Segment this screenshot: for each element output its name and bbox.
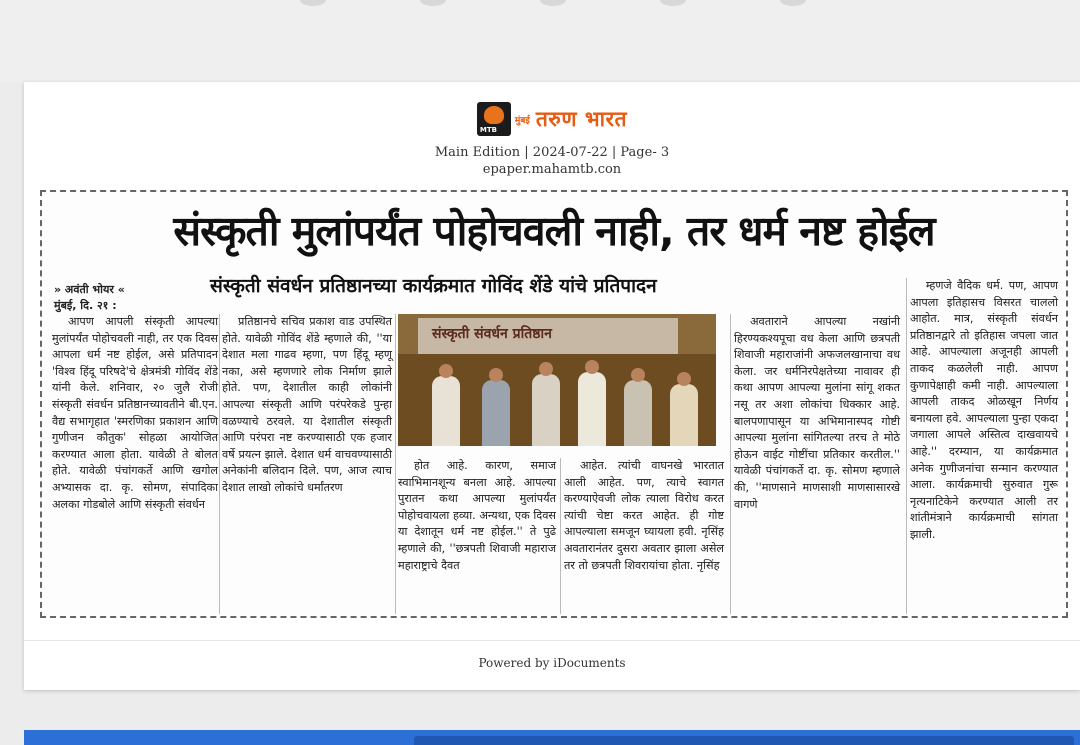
photo-banner-text: संस्कृती संवर्धन प्रतिष्ठान — [432, 326, 552, 342]
column-rule — [560, 458, 561, 614]
edition-info: Main Edition | 2024-07-22 | Page- 3 — [434, 145, 670, 160]
article-column-6: म्हणजे वैदिक धर्म. पण, आपण आपला इतिहासच विसरत चाललो आहोत. मात्र, संस्कृती संवर्धन प्रतिष्ठानद्वारे तो इतिहास जपला जात आहे. आपल्याला अजूनही आपली ताकद कळलेली नाही. आपण कुणापेक्षाही कमी नाही. आपल्याला आपली ताकद ओळखून निर्णय बनायला हवे. आपल्याला पुन्हा एकदा जगाला आपले अस्तित्व दाखवायचे आहे.'' दरम्यान, या कार्यक्रमात अनेक गुणीजनांचा सन्मान करण्यात आला. कार्यक्रमाची सुरुवात गुरू नृत्यनाटिकेने करण्यात आली तर शांतीमंत्राने कार्यक्रमाची सांगता झाली. — [910, 279, 1058, 541]
byline: » अवंती भोयर « — [54, 283, 125, 296]
masthead — [24, 100, 1080, 178]
blur-dot — [300, 0, 326, 6]
article-clipping — [40, 190, 1068, 618]
blur-dot — [420, 0, 446, 6]
dateline: मुंबई, दि. २१ : — [54, 299, 117, 312]
blur-dot — [660, 0, 686, 6]
column-rule — [219, 314, 220, 614]
column-rule — [395, 314, 396, 614]
torch-logo-icon: MTB — [477, 102, 511, 136]
event-photo — [398, 314, 716, 446]
blur-dot — [540, 0, 566, 6]
column-rule — [730, 314, 731, 614]
article-column-5: अवताराने आपल्या नखांनी हिरण्यकश्यपूचा वध केला आणि छत्रपती शिवाजी महाराजांनी अफजलखानाचा वध केला. जर धर्मनिरपेक्षतेच्या नावावर ही कथा आपण आपल्या मुलांना सांगू शकत नसू तर अशा लोकांचा धिक्कार आहे. बालपणापासून या अभिमानास्पद गोष्टी आपल्या मुलांना सांगितल्या तरच ते मोठे होऊन वाईट गोष्टींचा प्रतिकार करतील.'' यावेळी पंचांगकर्ते दा. कृ. सोमण म्हणाले की, ''माणसाने माणसाशी माणसासारखे वागणे — [734, 315, 900, 511]
article-subhead: संस्कृती संवर्धन प्रतिष्ठानच्या कार्यक्रमात गोविंद शेंडे यांचे प्रतिपादन — [210, 275, 657, 297]
footer-divider — [24, 640, 1080, 641]
toolbar-tab[interactable] — [414, 736, 1074, 745]
site-url: epaper.mahamtb.con — [482, 162, 622, 177]
powered-by-link[interactable]: Powered by iDocuments — [478, 656, 626, 670]
epaper-card — [24, 82, 1080, 690]
top-strip — [0, 0, 1080, 82]
newspaper-logo[interactable] — [477, 100, 627, 138]
logo-title: तरुण भारत — [535, 107, 628, 131]
article-column-2: प्रतिष्ठानचे सचिव प्रकाश वाड उपस्थित होते. यावेळी गोविंद शेंडे म्हणाले की, ''या देशात मला गाढव म्हणा, पण हिंदू म्हणू नका, असे म्हणणारे लोक निर्माण झाले होते. पण, देशातील काही लोकांनी आपल्या संस्कृती आणि परंपरेकडे पुन्हा वळण्याचे ठरवले. या देशातील संस्कृती आणि परंपरा नष्ट करण्यासाठी एक हजार वर्षे प्रयत्न झाले. देशात धर्म वाचवण्यासाठी अनेकांनी बलिदान दिले. पण, आज त्याच देशात लाखो लोकांचे धर्मांतरण — [222, 315, 392, 494]
article-headline: संस्कृती मुलांपर्यंत पोहोचवली नाही, तर धर्म नष्ट होईल — [173, 207, 935, 255]
blur-dot — [780, 0, 806, 6]
logo-city: मुंबई — [514, 115, 530, 126]
column-rule — [906, 278, 907, 614]
bottom-toolbar[interactable] — [24, 730, 1080, 745]
article-column-4: आहेत. त्यांची वाघनखे भारतात आली आहेत. पण, त्याचे स्वागत करण्याऐवजी लोक त्याला विरोध करत त्यांची चेष्टा करत आहेत. ही गोष्ट आपल्याला समजून घ्यायला हवी. नृसिंह अवतारानंतर दुसरा अवतार झाला असेल तर तो छत्रपती शिवरायांचा होता. नृसिंह — [564, 459, 724, 572]
article-column-1: आपण आपली संस्कृती आपल्या मुलांपर्यंत पोहोचवली नाही, तर एक दिवस आपला धर्म नष्ट होईल, असे प्रतिपादन 'विश्व हिंदू परिषदे'चे क्षेत्रमंत्री गोविंद शेंडे यांनी केले. शनिवार, २० जुलै रोजी संस्कृती संवर्धन प्रतिष्ठानच्यावतीने बी.एन. वैद्य सभागृहात 'स्मरणिका प्रकाशन आणि गुणीजन कौतुक' सोहळा आयोजित करण्यात आला होता. यावेळी ते बोलत होते. यावेळी पंचांगकर्ते आणि खगोल अभ्यासक दा. कृ. सोमण, संपादिका अलका गोडबोले आणि संस्कृती संवर्धन — [52, 315, 218, 511]
article-column-3: होत आहे. कारण, समाज स्वाभिमानशून्य बनला आहे. आपल्या पुरातन कथा आपल्या मुलांपर्यंत पोहोचवायला हव्या. अन्यथा, एक दिवस या देशातून धर्म नष्ट होईल.'' ते पुढे म्हणाले की, ''छत्रपती शिवाजी महाराज महाराष्ट्राचे दैवत — [398, 459, 556, 572]
